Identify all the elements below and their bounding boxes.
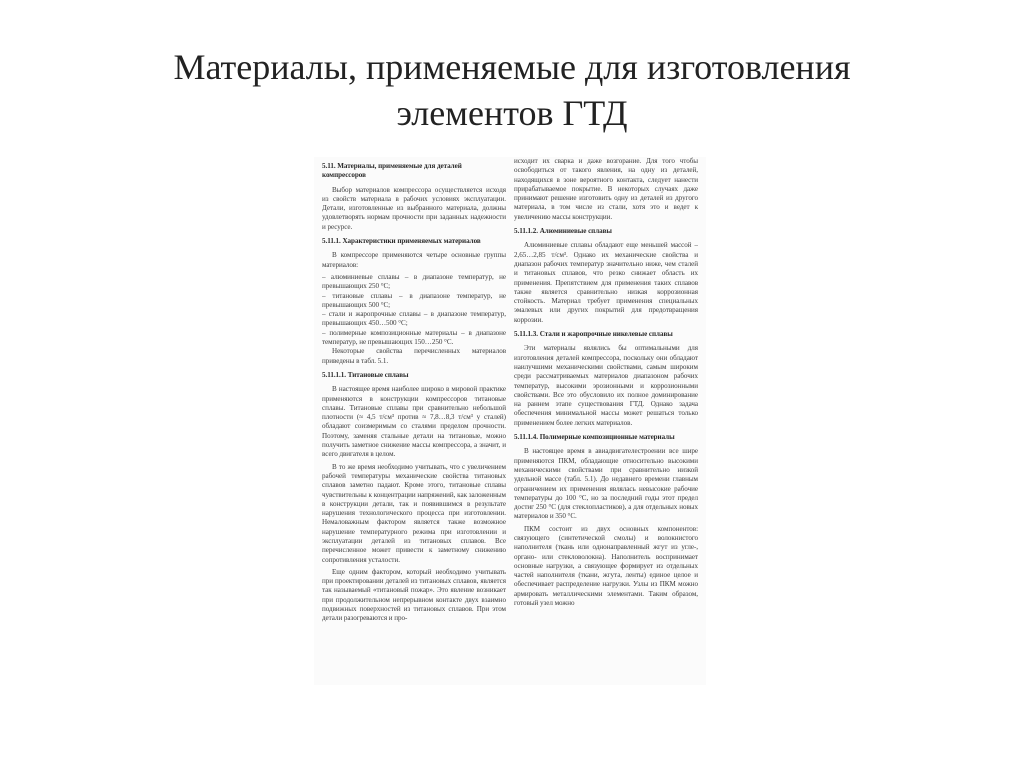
paragraph: В то же время необходимо учитывать, что с увеличением рабочей температуры механические свойства титановых сплавов заметно падают. Кроме этого, титановые сплавы чувствительны к концентрации напряжений, как заложенным в конструкции детали, так и появившимся в результате нарушения технологического процесса при изготовлении. Немаловажным фактором является также возможное нарушение температурного режима при изготовлении и эксплуатации деталей из титановых сплавов. Все перечисленное может привести к заметному снижению сопротивления усталости. [322, 462, 506, 564]
paragraph: В настоящее время наиболее широко в мировой практике применяются в конструкции компрессоров титановые сплавы. Титановые сплавы при сравнительно небольшой плотности (≈ 4,5 т/см³ против ≈ 7,8…8,3 т/см³ у сталей) обладают соизмеримым со сталями пределом прочности. Поэтому, заменяя стальные детали на титановые, можно получить заметное снижение массы компрессора, а значит, и всего двигателя в целом. [322, 385, 506, 459]
section-heading: 5.11.1. Характеристики применяемых материалов [322, 237, 481, 246]
list-item: – алюминиевые сплавы – в диапазоне температур, не превышающих 250 °С; [322, 272, 506, 291]
paragraph: В компрессоре применяются четыре основные группы материалов: [322, 251, 506, 269]
paragraph: ПКМ состоит из двух основных компонентов: связующего (синтетической смолы) и волокнистого наполнителя (ткань или однонаправленный жгут из угле-, органо- или стекловолокна). Наполнитель воспринимает основные нагрузки, а связующее формирует из отдельных частей наполнителя (ткани, жгута, ленты) единое целое и обеспечивает распределение нагрузки. Узлы из ПКМ можно армировать металлическими элементами. Таким образом, готовый узел можно [514, 524, 698, 608]
section-heading: 5.11.1.1. Титановые сплавы [322, 370, 409, 379]
section-heading: 5.11.1.3. Стали и жаропрочные никелевые сплавы [514, 330, 673, 339]
slide-title [0, 44, 1024, 136]
right-column [514, 157, 698, 685]
section-heading: 5.11.1.2. Алюминиевые сплавы [514, 227, 612, 236]
list-item: – титановые сплавы – в диапазоне температур, не превышающих 500 °С; [322, 291, 506, 309]
paragraph: Алюминиевые сплавы обладают еще меньшей массой – 2,65…2,85 т/см³. Однако их механические свойства и диапазон рабочих температур значительно ниже, чем сталей и титановых сплавов, что резко снижает область их применения. Препятствием для применения таких сплавов также является сравнительно низкая коррозионная стойкость. Материал требует применения специальных эмалевых или других покрытий для предотвращения коррозии. [514, 241, 698, 324]
paragraph: Еще одним фактором, который необходимо учитывать при проектировании деталей из титановых сплавов, является так называемый «титановый пожар». Это явление возникает при продолжительном непрерывном контакте двух взаимно подвижных поверхностей из титановых сплавов. При этом детали разогреваются и про- [322, 567, 506, 623]
section-heading: 5.11. Материалы, применяемые для деталей компрессоров [322, 162, 462, 180]
paragraph: В настоящее время в авиадвигателестроении все шире применяются ПКМ, обладающие относительно высокими механическими свойствами при сравнительно низкой удельной массе (табл. 5.1). До недавнего времени главным ограничением их применения являлась невысокие рабочие температуры до 100 °С, но за последний годы этот предел достиг 250 °С (для стеклопластиков), а для отдельных новых материалов и 350 °С. [514, 447, 698, 521]
left-column [322, 157, 506, 685]
section-heading: 5.11.1.4. Полимерные композиционные материалы [514, 433, 675, 442]
slide-title-line-2: элементов ГТД [396, 93, 628, 133]
paragraph: Выбор материалов компрессора осуществляется исходя из свойств материала в рабочих условиях эксплуатации. Детали, изготовленные из выбранного материала, должны удовлетворять нормам прочности при заданных надежности и ресурсе. [322, 185, 506, 231]
list-item: – стали и жаропрочные сплавы – в диапазоне температур, превышающих 450…500 °С; [322, 310, 506, 328]
slide-title-line-1: Материалы, применяемые для изготовления [173, 47, 851, 87]
list-item: – полимерные композиционные материалы – в диапазоне температур, не превышающих 150…250 °С. [322, 328, 506, 347]
paragraph: Эти материалы являлись бы оптимальными для изготовления деталей компрессора, поскольку они обладают наилучшими механическими свойствами, самым широким среди рассматриваемых материалов диапазоном рабочих температур, высокими эрозионными и коррозионными свойствами. Все это обусловило их полное доминирование на раннем этапе существования ГТД. Однако задача обеспечения минимальной массы может решаться только применением более легких материалов. [514, 344, 698, 427]
paragraph: Некоторые свойства перечисленных материалов приведены в табл. 5.1. [322, 347, 506, 365]
scanned-page [314, 157, 706, 685]
paragraph: исходит их сварка и даже возгорание. Для того чтобы освободиться от такого явления, на одну из деталей, находящихся в зоне вероятного контакта, следует нанести прирабатываемое покрытие. В некоторых случаях даже принимают решение изготовить одну из деталей из другого материала, в том числе из стали, хотя это и ведет к увеличению массы конструкции. [514, 157, 698, 221]
